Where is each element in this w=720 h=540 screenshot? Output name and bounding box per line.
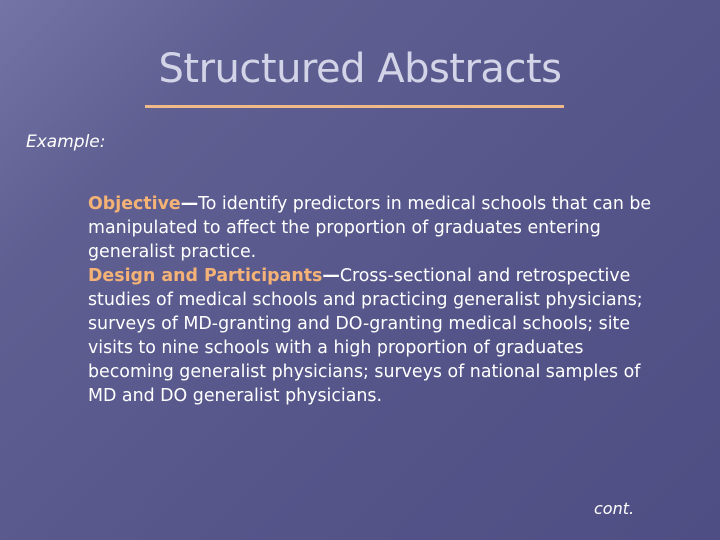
section-objective bbox=[88, 192, 668, 264]
example-label: Example: bbox=[26, 132, 106, 152]
em-dash: — bbox=[322, 266, 340, 286]
section-text: Cross-sectional and retrospective studies of medical schools and practicing generalist physicians; surveys of MD-granting and DO-granting medical schools; site visits to nine schools with a high proportion of graduates becoming generalist physicians; surveys of national samples of MD and DO generalist physicians. bbox=[88, 266, 643, 406]
section-heading: Design and Participants bbox=[88, 266, 323, 286]
title-underline bbox=[145, 105, 564, 108]
continued-label: cont. bbox=[594, 499, 635, 518]
slide-title: Structured Abstracts bbox=[158, 46, 562, 92]
section-text: To identify predictors in medical schools that can be manipulated to affect the proportion of graduates entering generalist practice. bbox=[88, 194, 652, 262]
em-dash: — bbox=[180, 194, 199, 214]
section-design-participants bbox=[88, 264, 668, 408]
section-heading: Objective bbox=[88, 194, 181, 214]
abstract-body bbox=[88, 192, 668, 408]
